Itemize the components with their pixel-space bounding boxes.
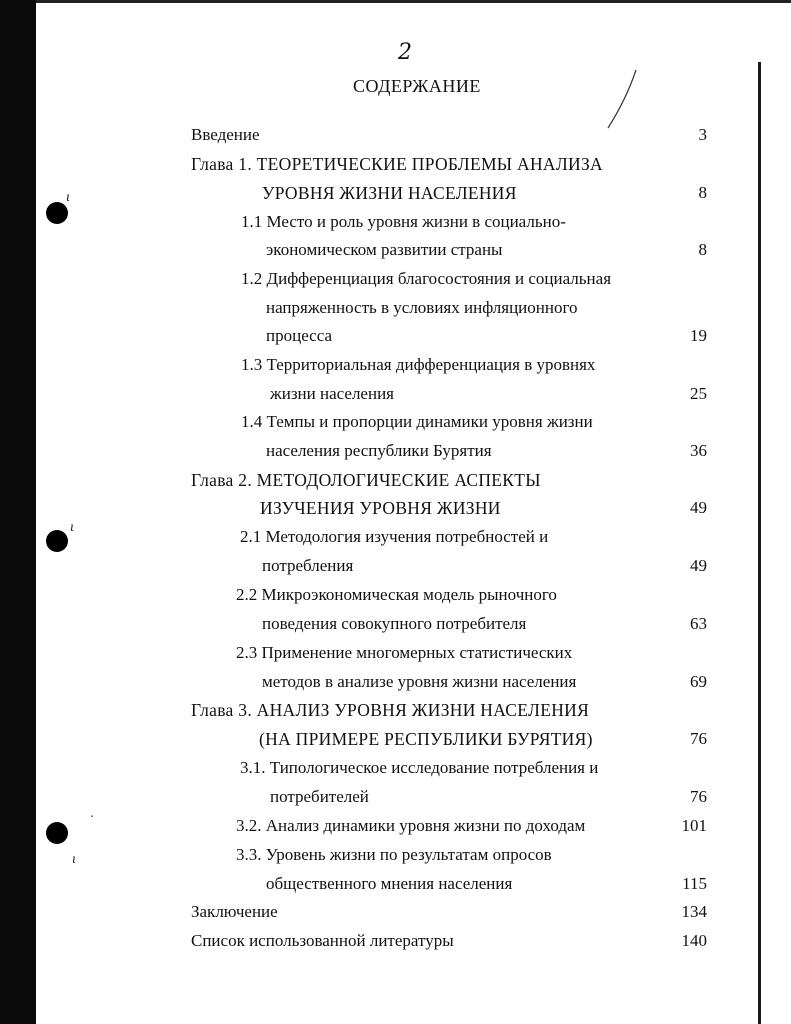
toc-entry-title: общественного мнения населения: [266, 874, 513, 893]
toc-entry-title: 3.3. Уровень жизни по результатам опросов: [236, 845, 552, 864]
toc-entry-title: 1.3 Территориальная дифференциация в уровнях: [241, 355, 596, 374]
toc-entry-page: 76: [690, 729, 707, 748]
punch-hole: [46, 530, 68, 552]
toc-entry-title: Глава 2. МЕТОДОЛОГИЧЕСКИЕ АСПЕКТЫ: [191, 470, 541, 490]
toc-entry-title: потребителей: [270, 787, 369, 806]
scan-speck: ι: [72, 852, 76, 867]
scan-speck: ι: [66, 190, 70, 205]
toc-entry-title: Заключение: [191, 902, 278, 921]
scan-speck: ·: [90, 810, 94, 825]
page-title: СОДЕРЖАНИЕ: [353, 76, 481, 96]
toc-entry-page: 36: [690, 441, 707, 460]
toc-entry-title: 2.2 Микроэкономическая модель рыночного: [236, 585, 557, 604]
toc-entry-page: 63: [690, 614, 707, 633]
toc-entry-page: 101: [681, 816, 707, 835]
toc-entry-title: Список использованной литературы: [191, 931, 454, 950]
toc-entry-title: Глава 3. АНАЛИЗ УРОВНЯ ЖИЗНИ НАСЕЛЕНИЯ: [191, 700, 590, 720]
toc-entry-title: методов в анализе уровня жизни населения: [262, 672, 577, 691]
toc-entry-page: 69: [690, 672, 707, 691]
toc-entry-page: 8: [698, 183, 707, 202]
toc-entry-title: 3.2. Анализ динамики уровня жизни по доходам: [236, 816, 586, 835]
toc-entry-title: экономическом развитии страны: [266, 240, 503, 259]
punch-hole: [46, 202, 68, 224]
toc-entry-title: 1.1 Место и роль уровня жизни в социально-: [241, 212, 566, 231]
toc-entry-page: 25: [690, 384, 707, 403]
scan-speck: ɩ: [70, 520, 74, 535]
toc-entry-page: 140: [681, 931, 707, 950]
punch-hole: [46, 822, 68, 844]
toc-entry-title: 2.3 Применение многомерных статистических: [236, 643, 573, 662]
toc-entry-page: 49: [690, 498, 707, 517]
toc-entry-title: населения республики Бурятия: [266, 441, 492, 460]
toc-entry-title: (НА ПРИМЕРЕ РЕСПУБЛИКИ БУРЯТИЯ): [259, 729, 593, 749]
toc-entry-title: жизни населения: [270, 384, 394, 403]
toc-entry-page: 134: [681, 902, 707, 921]
toc-entry-title: 1.2 Дифференциация благосостояния и социальная: [241, 269, 612, 288]
toc-entry-title: ИЗУЧЕНИЯ УРОВНЯ ЖИЗНИ: [260, 498, 501, 518]
toc-entry-title: Глава 1. ТЕОРЕТИЧЕСКИЕ ПРОБЛЕМЫ АНАЛИЗА: [191, 154, 603, 174]
pen-stroke-icon: [600, 68, 640, 130]
toc-entry-title: 1.4 Темпы и пропорции динамики уровня жизни: [241, 412, 593, 431]
toc-entry-page: 8: [698, 240, 707, 259]
toc-entry-title: УРОВНЯ ЖИЗНИ НАСЕЛЕНИЯ: [262, 183, 517, 203]
toc-entry-title: процесса: [266, 326, 333, 345]
scan-right-edge: [758, 62, 761, 1024]
toc-entry-page: 76: [690, 787, 707, 806]
scan-top-edge: [36, 0, 791, 3]
toc-entry-page: 3: [698, 125, 707, 144]
scan-left-edge: [0, 0, 36, 1024]
toc-entry-page: 49: [690, 556, 707, 575]
toc-entry-title: 2.1 Методология изучения потребностей и: [240, 527, 549, 546]
toc-entry-title: 3.1. Типологическое исследование потребления и: [240, 758, 599, 777]
page-number: 2: [398, 40, 412, 65]
toc-entry-page: 115: [682, 874, 707, 893]
toc-entry-title: напряженность в условиях инфляционного: [266, 298, 578, 317]
toc-entry-title: потребления: [262, 556, 354, 575]
toc-entry-title: Введение: [191, 125, 260, 144]
toc-entry-title: поведения совокупного потребителя: [262, 614, 527, 633]
toc-entry-page: 19: [690, 326, 707, 345]
